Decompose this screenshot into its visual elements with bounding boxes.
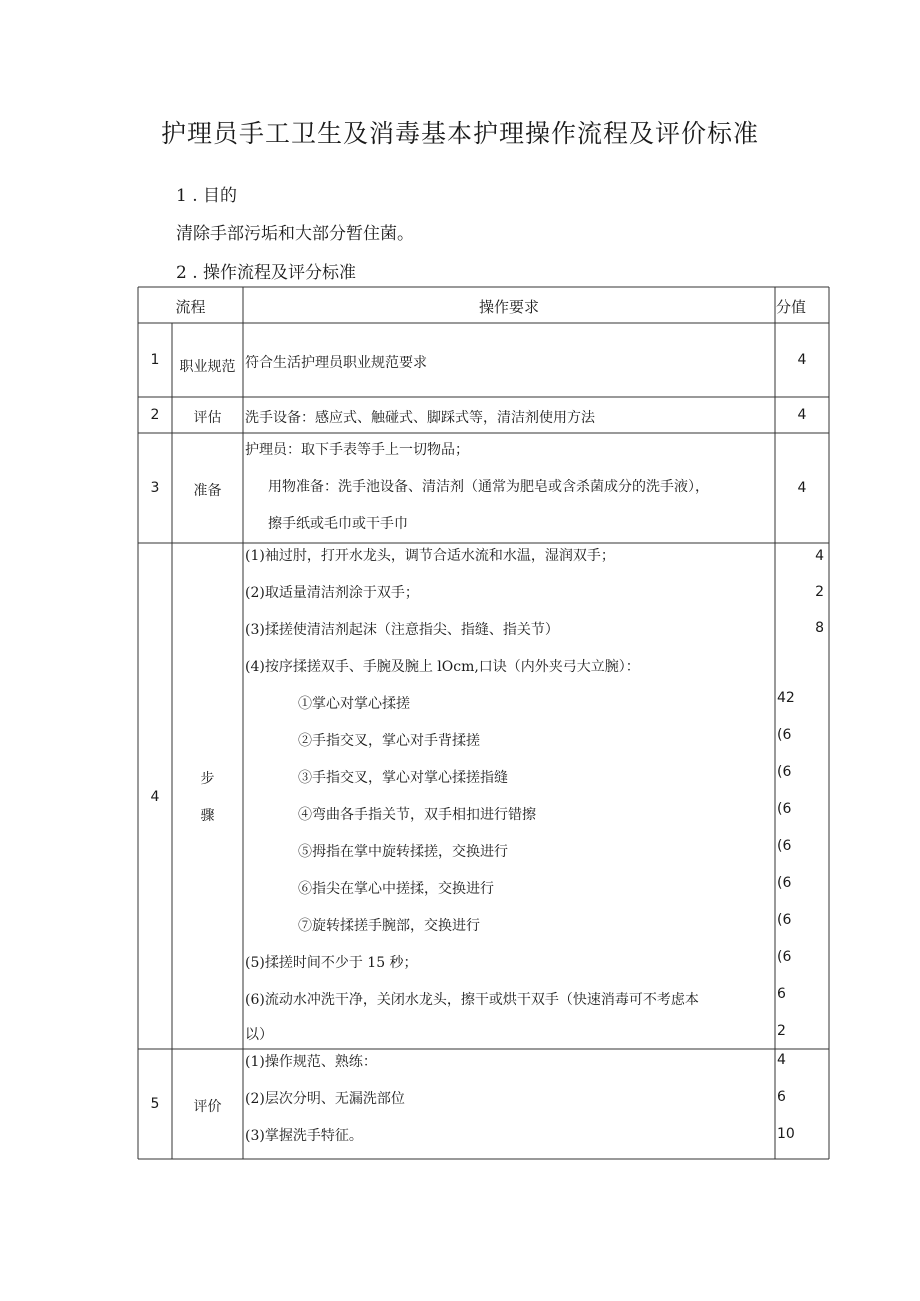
requirement-item: (3)揉搓使清洁剂起沫（注意指尖、指缝、指关节） <box>245 622 559 638</box>
requirement-subitem: ④弯曲各手指关节，双手相扣进行错擦 <box>298 807 536 823</box>
requirement-item: (6)流动水冲洗干净，关闭水龙头，擦干或烘干双手（快速消毒可不考虑本 <box>245 992 699 1008</box>
requirement-item: 洗手设备：感应式、触碰式、脚踩式等，清洁剂使用方法 <box>245 410 595 426</box>
score-value: (6 <box>777 764 792 780</box>
header-process: 流程 <box>175 298 206 316</box>
row-number: 2 <box>150 407 160 423</box>
process-name-char: 骤 <box>200 808 215 824</box>
score-value: (6 <box>777 912 792 928</box>
requirement-item: 擦手纸或毛巾或干手巾 <box>268 516 408 532</box>
requirement-item: (2)取适量清洁剂涂于双手； <box>245 585 419 601</box>
score-value: (6 <box>777 875 792 891</box>
purpose-text: 清除手部污垢和大部分暂住菌。 <box>176 224 414 244</box>
document-title: 护理员手工卫生及消毒基本护理操作流程及评价标准 <box>160 119 759 148</box>
score-value: 4 <box>797 480 807 496</box>
section-2-heading: 2 . 操作流程及评分标准 <box>176 263 357 283</box>
score-value: (6 <box>777 838 792 854</box>
score-value: 4 <box>815 548 824 564</box>
score-value: 2 <box>815 584 824 600</box>
requirement-item: (3)掌握洗手特征。 <box>245 1128 363 1144</box>
row-number: 3 <box>150 480 160 496</box>
requirement-item: 用物准备：洗手池设备、清洁剂（通常为肥皂或含杀菌成分的洗手液）， <box>268 479 709 495</box>
requirement-subitem: ①掌心对掌心揉搓 <box>298 696 410 712</box>
requirement-item: (2)层次分明、无漏洗部位 <box>245 1091 405 1107</box>
process-name-char: 步 <box>200 771 215 787</box>
header-score: 分值 <box>776 298 807 316</box>
row-number: 1 <box>150 352 160 368</box>
requirement-item: (4)按序揉搓双手、手腕及腕上 lOcm,口诀（内外夹弓大立腕）： <box>245 659 640 675</box>
requirement-item: (1)操作规范、熟练： <box>245 1054 377 1070</box>
score-value: 42 <box>777 690 795 706</box>
process-name: 评估 <box>193 410 222 426</box>
process-name: 职业规范 <box>179 359 236 375</box>
process-name: 评价 <box>193 1099 222 1115</box>
requirement-item: 符合生活护理员职业规范要求 <box>245 355 427 371</box>
section-1-heading: 1 . 目的 <box>176 186 238 206</box>
score-value: (6 <box>777 949 792 965</box>
score-value: 6 <box>777 1089 786 1105</box>
score-value: 6 <box>777 986 786 1002</box>
requirement-subitem: ⑥指尖在掌心中搓揉，交换进行 <box>298 881 494 897</box>
requirement-subitem: ③手指交叉，掌心对掌心揉搓指缝 <box>298 770 508 786</box>
score-value: (6 <box>777 727 792 743</box>
row-number: 5 <box>150 1096 160 1112</box>
score-value: 10 <box>777 1126 795 1142</box>
requirement-item: (1)袖过肘，打开水龙头，调节合适水流和水温，湿润双手； <box>245 548 615 564</box>
score-value: 2 <box>777 1023 786 1039</box>
requirement-item: 护理员：取下手表等手上一切物品； <box>245 442 469 458</box>
requirement-subitem: ②手指交叉，掌心对手背揉搓 <box>298 733 480 749</box>
score-value: 4 <box>797 352 807 368</box>
row-number: 4 <box>150 789 160 805</box>
requirement-subitem: ⑦旋转揉搓手腕部，交换进行 <box>298 918 480 934</box>
score-value: 4 <box>777 1052 786 1068</box>
requirement-subitem: ⑤拇指在掌中旋转揉搓，交换进行 <box>298 844 508 860</box>
score-value: 4 <box>797 407 807 423</box>
score-value: (6 <box>777 801 792 817</box>
score-value: 8 <box>815 620 824 636</box>
header-requirements: 操作要求 <box>478 298 539 316</box>
process-name: 准备 <box>193 483 222 499</box>
requirement-item: 以） <box>245 1027 273 1043</box>
requirement-item: (5)揉搓时间不少于 15 秒； <box>245 955 418 971</box>
